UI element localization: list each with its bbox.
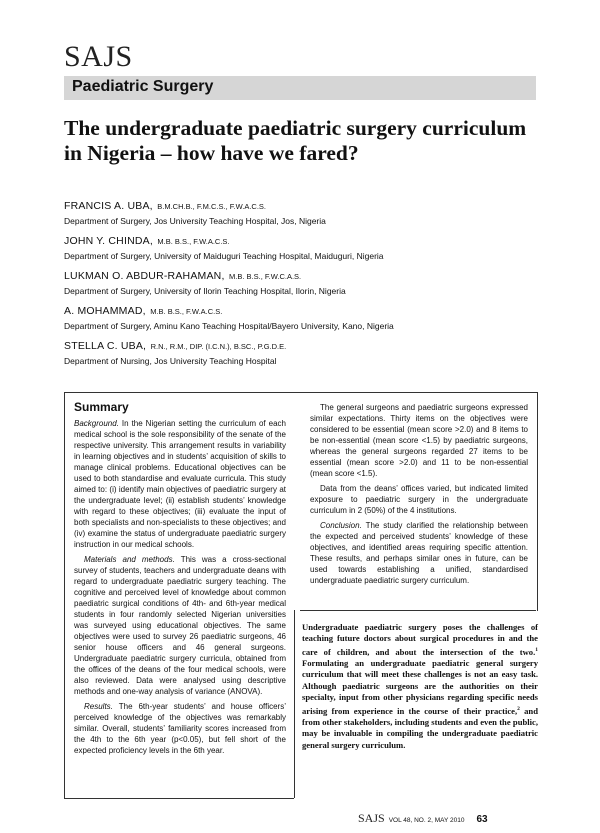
author-credentials: B.M.CH.B., F.M.C.S., F.W.A.C.S.	[157, 202, 266, 211]
author-entry	[64, 336, 544, 366]
summary-general-surgeons: The general surgeons and paediatric surgeons expressed similar expectations. Thirty items on the objectives were considered to be essential (mean score >2.0) and 8 items to be non-essential (mean score <1.5) by paediatric surgeons, whereas the general surgeons regarded 27 items to be essential (mean score >2.0) and 11 to be non-essential (mean score <1.5).	[310, 403, 528, 478]
author-credentials: M.B. B.S., F.W.A.C.S.	[150, 307, 223, 316]
body-paragraph	[302, 622, 538, 751]
article-title: The undergraduate paediatric surgery curriculum in Nigeria – how have we fared?	[64, 116, 527, 165]
page-footer	[358, 809, 538, 827]
author-affiliation: Department of Surgery, Aminu Kano Teaching Hospital/Bayero University, Kano, Nigeria	[64, 321, 394, 331]
body-text-1: Undergraduate paediatric surgery poses the challenges of teaching future doctors about surgical procedures in and the care of children, and about the intersection of the two.	[302, 622, 538, 657]
summary-box-border	[64, 610, 65, 798]
summary-column-left	[74, 418, 286, 760]
author-name: JOHN Y. CHINDA,	[64, 235, 153, 247]
summary-results	[74, 701, 286, 756]
conclusion-label: Conclusion.	[320, 521, 362, 530]
author-credentials: M.B. B.S., F.W.C.A.S.	[229, 272, 302, 281]
author-entry	[64, 231, 544, 261]
results-text: The 6th-year students’ and house officers’ perceived knowledge of the objectives was remarkably similar. Overall, students’ familiarity scores increased from the 4th to the 6th year (p<0.05), but fell short of the expected proficiency levels in the 6th year.	[74, 702, 286, 755]
summary-methods	[74, 554, 286, 697]
reference-1: 1	[535, 646, 538, 653]
body-text-3: and from other stakeholders, including students and even the public, may be invaluable in compiling the undergraduate paediatric general surgery curriculum.	[302, 705, 538, 750]
author-entry	[64, 266, 544, 296]
author-name: FRANCIS A. UBA,	[64, 200, 153, 212]
author-list	[64, 196, 544, 371]
author-entry	[64, 196, 544, 226]
methods-label: Materials and methods.	[84, 555, 175, 564]
author-affiliation: Department of Nursing, Jos University Teaching Hospital	[64, 356, 277, 366]
author-name: STELLA C. UBA,	[64, 340, 147, 352]
author-affiliation: Department of Surgery, University of Maiduguri Teaching Hospital, Maiduguri, Nigeria	[64, 251, 384, 261]
author-credentials: R.N., R.M., DIP. (I.C.N.), B.SC., P.G.D.E.	[150, 342, 287, 351]
background-text: In the Nigerian setting the curriculum of each medical school is the sole responsibility of the senate of the respective university. This arrangement results in variability in learning objectives and in students’ acquisition of skills to manage clinical problems. Educational objectives can be used to both standardise and evaluate curricula. This study aimed to: (i) identify main objectives of paediatric surgery at the undergraduate level; (ii) establish students’ knowledge with regard to these objectives; (iii) evaluate the input of both specialists and non-specialists to these objectives; and (iv) examine the status of undergraduate paediatric surgery instruction in our medical schools.	[74, 419, 286, 549]
summary-box-border	[300, 610, 536, 611]
summary-heading: Summary	[74, 400, 129, 414]
author-name: LUKMAN O. ABDUR-RAHAMAN,	[64, 270, 225, 282]
summary-box-border	[294, 610, 295, 798]
footer-journal: SAJS	[358, 811, 385, 825]
author-entry	[64, 301, 544, 331]
journal-name: SAJS	[64, 40, 133, 73]
footer-volume: VOL 48, NO. 2, MAY 2010	[388, 817, 465, 824]
section-title: Paediatric Surgery	[72, 78, 214, 95]
background-label: Background.	[74, 419, 119, 428]
author-credentials: M.B. B.S., F.W.A.C.S.	[157, 237, 230, 246]
summary-box-border	[64, 798, 294, 799]
author-affiliation: Department of Surgery, Jos University Teaching Hospital, Jos, Nigeria	[64, 216, 326, 226]
methods-text: This was a cross-sectional survey of students, teachers and undergraduate deans with regard to undergraduate paediatric surgery teaching. The cognitive and perceived level of knowledge about common paediatric surgical conditions of 4th- and 6th-year medical students in four randomly selected Nigerian universities was surveyed using educational objectives. The same objectives were used to survey 26 paediatric surgeons, 46 senior house officers and 46 general surgeons. Undergraduate paediatric surgery curricula, obtained from the offices of the deans of the four medical schools, were also reviewed. Data were analysed using descriptive methods and one-way analysis of variance (ANOVA).	[74, 555, 287, 696]
author-affiliation: Department of Surgery, University of Ilorin Teaching Hospital, Ilorin, Nigeria	[64, 286, 346, 296]
conclusion-text: The study clarified the relationship between the expected and perceived students’ knowledge of these objectives, and identified areas requiring specific attention. These results, and perhaps similar ones in future, can be used towards establishing a unified, standardised undergraduate paediatric surgery curriculum.	[310, 521, 528, 585]
summary-column-right	[310, 402, 528, 590]
results-label: Results.	[84, 702, 113, 711]
summary-background	[74, 418, 286, 550]
section-banner	[64, 76, 536, 100]
summary-conclusion	[310, 520, 528, 586]
reference-2: 2	[517, 705, 520, 712]
summary-deans: Data from the deans’ offices varied, but indicated limited exposure to paediatric surgery in the undergraduate curriculum in 2 (50%) of the 4 institutions.	[310, 484, 528, 515]
body-text-2: Formulating an undergraduate paediatric general surgery curriculum that will meet these challenges is not an easy task. Although paediatric surgeons are the authorities on their specialty, input from other physicians regarding specific needs arising from experience in the course of their practice,	[302, 658, 538, 716]
author-name: A. MOHAMMAD,	[64, 305, 146, 317]
page-number: 63	[476, 814, 488, 825]
